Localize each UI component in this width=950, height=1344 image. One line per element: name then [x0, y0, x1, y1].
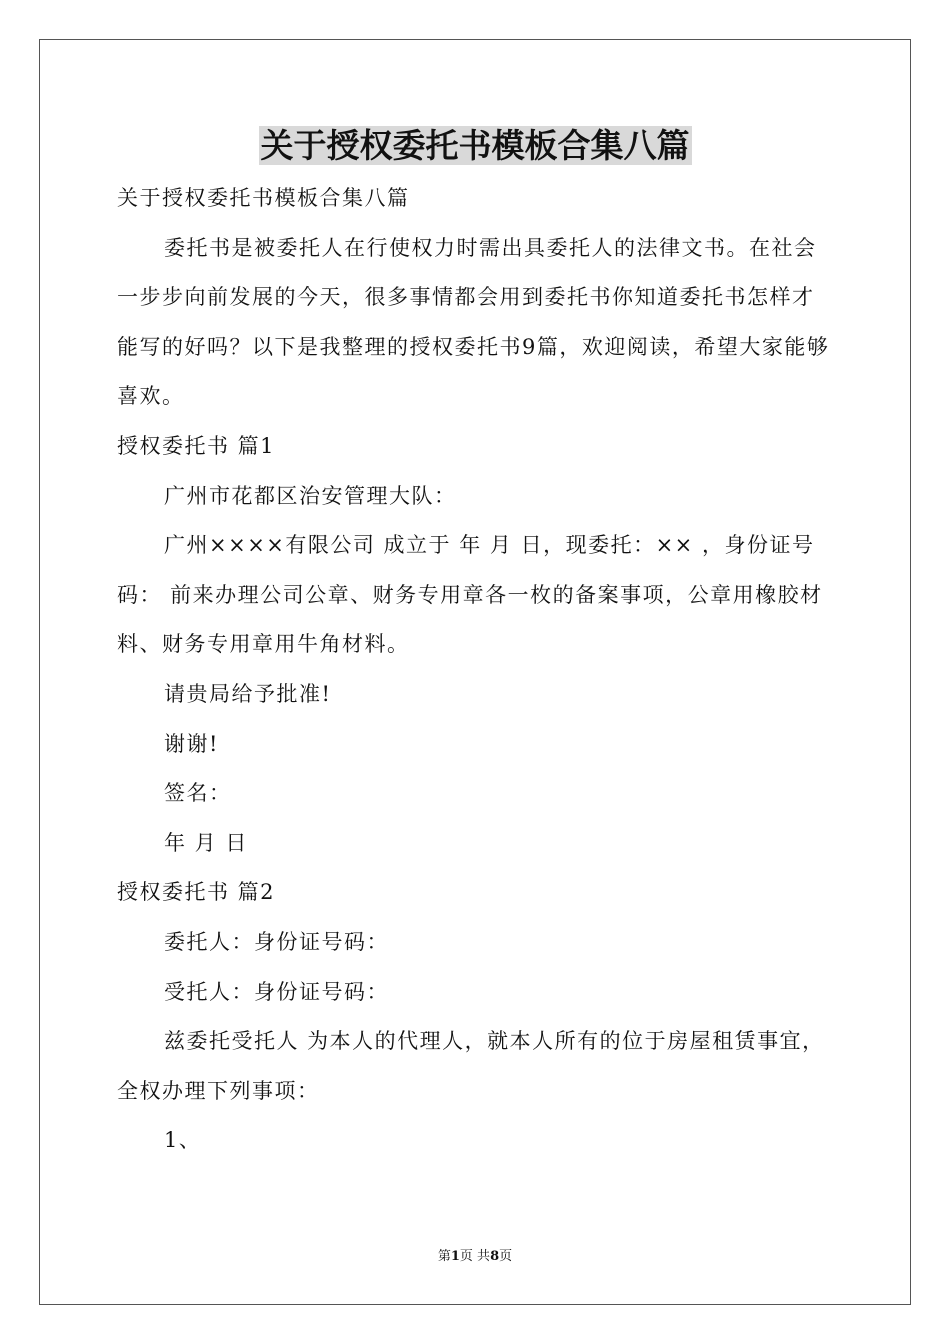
principal-line: 委托人：身份证号码：	[164, 929, 389, 954]
section-heading-1: 授权委托书 篇1	[117, 433, 276, 458]
date-line: 年 月 日	[164, 830, 248, 855]
section-heading-2: 授权委托书 篇2	[117, 880, 276, 905]
footer-page-current: 1	[450, 1249, 460, 1264]
document-body	[117, 174, 833, 1166]
footer-prefix: 第	[437, 1249, 451, 1264]
list-item-1: 1、	[164, 1128, 202, 1153]
footer-mid: 页 共	[459, 1249, 491, 1264]
signature-line: 签名：	[164, 781, 232, 806]
document-title-text: 关于授权委托书模板合集八篇	[260, 126, 690, 165]
paragraph-intro: 委托书是被委托人在行使权力时需出具委托人的法律文书。在社会一步步向前发展的今天，很多事情都会用到委托书你知道委托书怎样才能写的好吗？以下是我整理的授权委托书9篇，欢迎阅读，希望大家能够喜欢。	[117, 235, 830, 409]
paragraph-heading: 关于授权委托书模板合集八篇	[117, 186, 410, 210]
request-line: 请贵局给予批准!	[164, 681, 332, 706]
thanks-line: 谢谢!	[164, 731, 219, 756]
agent-line: 受托人：身份证号码：	[164, 979, 389, 1004]
footer-page-total: 8	[490, 1249, 500, 1264]
paragraph-body-2: 兹委托受托人 为本人的代理人，就本人所有的位于房屋租赁事宜，全权办理下列事项：	[117, 1029, 825, 1103]
page-footer	[0, 1248, 950, 1266]
document-title	[0, 124, 950, 168]
footer-suffix: 页	[499, 1249, 513, 1264]
paragraph-body-1: 广州××××有限公司 成立于 年 月 日，现委托：×× ，身份证号码： 前来办理公司公章、财务专用章各一枚的备案事项，公章用橡胶材料、财务专用章用牛角材料。	[117, 533, 823, 657]
addressee: 广州市花都区治安管理大队：	[164, 483, 457, 508]
